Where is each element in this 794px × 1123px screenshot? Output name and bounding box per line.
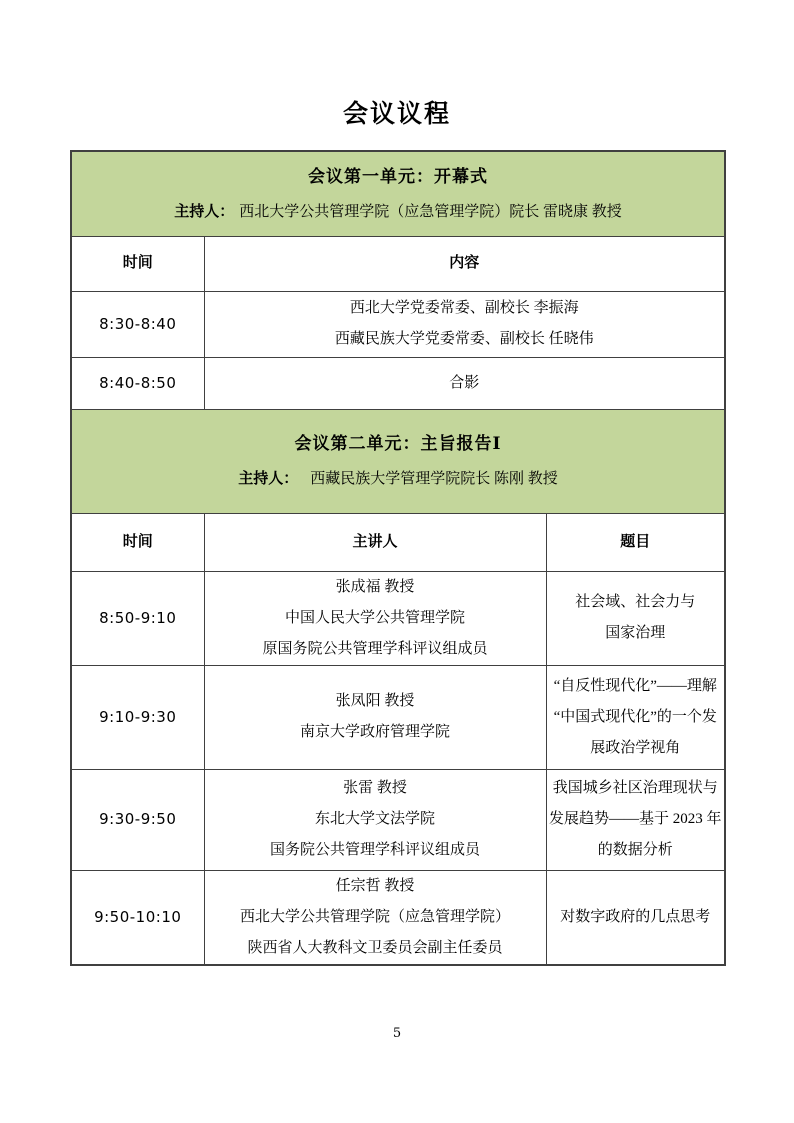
text-line: 发展趋势——基于 2023 年 <box>549 811 722 827</box>
topic-cell <box>546 665 725 769</box>
speaker-cell <box>204 571 546 665</box>
host-label: 主持人： <box>238 470 299 487</box>
section-2-header-row <box>71 409 725 513</box>
section-1-host <box>74 202 722 222</box>
text-line: 的数据分析 <box>597 842 673 858</box>
time-cell: 9:30-9:50 <box>71 769 204 870</box>
text-line: 南京大学政府管理学院 <box>299 724 450 740</box>
time-cell: 8:50-9:10 <box>71 571 204 665</box>
text-line: 展政治学视角 <box>590 739 681 756</box>
section-1-column-header-row <box>71 236 725 291</box>
text-line: 西藏民族大学党委常委、副校长 任晓伟 <box>334 331 594 347</box>
column-header-topic: 题目 <box>546 513 725 571</box>
topic-cell <box>546 571 725 665</box>
agenda-row <box>71 571 725 665</box>
section-1-header <box>71 151 725 236</box>
text-line: “中国式现代化”的一个发 <box>553 708 717 725</box>
time-cell: 8:30-8:40 <box>71 291 204 357</box>
text-line: 西北大学公共管理学院（应急管理学院） <box>239 908 510 925</box>
section-1-header-row <box>71 151 725 236</box>
text-line: 西北大学党委常委、副校长 李振海 <box>349 300 579 316</box>
section-2-host <box>74 469 722 489</box>
text-line: 张雷 教授 <box>343 780 407 796</box>
text-line: 我国城乡社区治理现状与 <box>552 780 718 796</box>
text-line: 东北大学文法学院 <box>314 811 435 827</box>
agenda-table <box>70 150 726 966</box>
text-line: 张凤阳 教授 <box>335 693 415 709</box>
text-line: 任宗哲 教授 <box>335 877 415 894</box>
topic-cell <box>546 769 725 870</box>
section-2-header <box>71 409 725 513</box>
host-label: 主持人： <box>174 203 235 220</box>
section-1-title: 会议第一单元：开幕式 <box>308 166 488 186</box>
time-cell: 8:40-8:50 <box>71 357 204 409</box>
column-header-speaker: 主讲人 <box>204 513 546 571</box>
column-header-content: 内容 <box>204 236 725 291</box>
time-cell: 9:50-10:10 <box>71 870 204 965</box>
content-cell <box>204 291 725 357</box>
agenda-row <box>71 665 725 769</box>
topic-cell <box>546 870 725 965</box>
text-line: 合影 <box>449 374 480 391</box>
text-line: 国家治理 <box>605 625 666 641</box>
column-header-time: 时间 <box>71 513 204 571</box>
host-name: 西藏民族大学管理学院院长 陈刚 教授 <box>310 470 558 487</box>
page-title: 会议议程 <box>342 101 451 128</box>
time-cell: 9:10-9:30 <box>71 665 204 769</box>
speaker-cell <box>204 665 546 769</box>
text-line: 张成福 教授 <box>335 578 415 595</box>
text-line: 中国人民大学公共管理学院 <box>284 609 465 626</box>
speaker-cell <box>204 769 546 870</box>
speaker-cell <box>204 870 546 965</box>
content-cell <box>204 357 725 409</box>
text-line: “自反性现代化”——理解 <box>553 677 717 694</box>
text-line: 对数字政府的几点思考 <box>560 908 711 925</box>
agenda-row <box>71 769 725 870</box>
text-line: 陕西省人大教科文卫委员会副主任委员 <box>247 939 503 956</box>
agenda-row <box>71 870 725 965</box>
section-2-column-header-row <box>71 513 725 571</box>
agenda-row <box>71 357 725 409</box>
section-2-title: 会议第二单元：主旨报告Ⅰ <box>294 433 502 453</box>
text-line: 国务院公共管理学科评议组成员 <box>269 842 480 858</box>
page-number: 5 <box>392 1026 402 1041</box>
agenda-row <box>71 291 725 357</box>
column-header-time: 时间 <box>71 236 204 291</box>
text-line: 原国务院公共管理学科评议组成员 <box>262 640 488 657</box>
text-line: 社会域、社会力与 <box>575 594 696 610</box>
host-name: 西北大学公共管理学院（应急管理学院）院长 雷晓康 教授 <box>239 203 622 220</box>
